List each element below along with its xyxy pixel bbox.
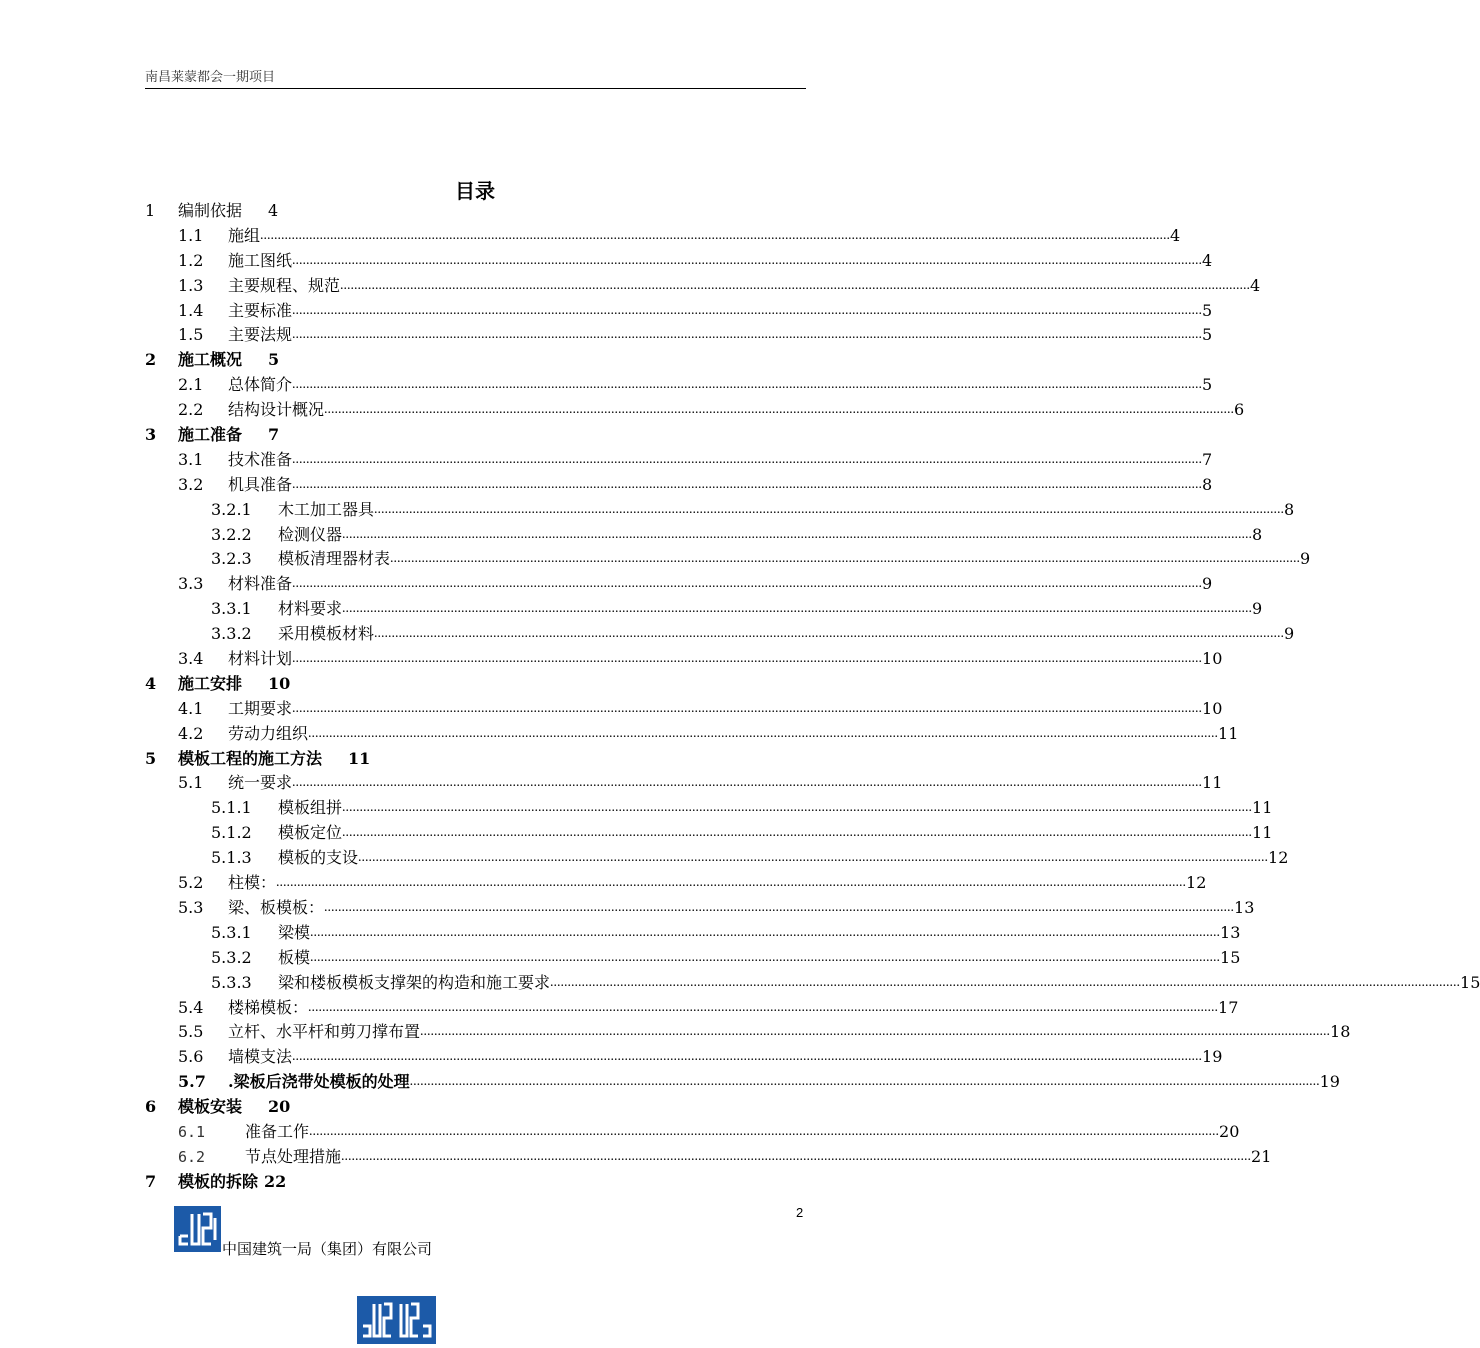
company-logo-large <box>357 1296 436 1344</box>
toc-entry-number: 3.4 <box>178 649 204 669</box>
toc-entry-number: 2.1 <box>178 375 204 395</box>
toc-entry-label: 主要标准 <box>228 300 293 320</box>
toc-entry-label: 施工安排 <box>178 673 243 693</box>
dot-leader: .................................................................................................................................................................................................................................................................... <box>342 800 1253 816</box>
dot-leader: .................................................................................................................................................................................................................................................................... <box>374 501 1285 517</box>
toc-entry-number: 4.2 <box>178 723 204 743</box>
toc-entry-page: 20 <box>268 1097 291 1117</box>
dot-leader: .................................................................................................................................................................................................................................................................... <box>390 551 1301 567</box>
dot-leader: .................................................................................................................................................................................................................................................................... <box>342 601 1253 617</box>
toc-entry-number: 3.2 <box>178 474 204 494</box>
toc-entry-text <box>228 274 1261 299</box>
toc-entry-text <box>228 1020 1351 1045</box>
toc-entry-number: 6.2 <box>178 1147 206 1166</box>
toc-entry-text <box>228 249 1213 274</box>
toc-entry-text <box>278 821 1273 846</box>
toc-entry[interactable] <box>145 996 1239 1021</box>
toc-entry-text <box>228 896 1255 921</box>
toc-entry-number: 5.5 <box>178 1022 204 1042</box>
toc-entry-page: 9 <box>1252 599 1263 619</box>
toc-entry-page: 10 <box>268 673 291 693</box>
dot-leader: .................................................................................................................................................................................................................................................................... <box>308 725 1219 741</box>
project-name: 南昌莱蒙都会一期项目 <box>145 70 276 85</box>
toc-entry-number: 5.3.3 <box>211 972 252 992</box>
toc-entry-number: 3.3.1 <box>211 599 252 619</box>
toc-entry-page: 22 <box>264 1171 287 1191</box>
toc-entry-number: 3.3.2 <box>211 624 252 644</box>
dot-leader: .................................................................................................................................................................................................................................................................... <box>342 526 1253 542</box>
toc-entry-page: 21 <box>1251 1146 1272 1166</box>
toc-entry-label: 材料准备 <box>228 574 293 594</box>
toc-entry[interactable] <box>145 1045 1223 1070</box>
dot-leader: .................................................................................................................................................................................................................................................................... <box>292 476 1203 492</box>
toc-entry-label: 材料计划 <box>228 649 293 669</box>
toc-entry[interactable] <box>145 597 1263 622</box>
toc-entry-label: 模板的支设 <box>278 848 359 868</box>
toc-entry[interactable] <box>145 448 1213 473</box>
toc-entry-number: 3.2.3 <box>211 549 252 569</box>
toc-entry-number: 3 <box>145 425 157 445</box>
toc-entry-label: 主要法规 <box>228 325 293 345</box>
toc-entry-label: 节点处理措施 <box>245 1146 342 1166</box>
toc-entry-page: 11 <box>1218 723 1239 743</box>
toc-entry-page: 13 <box>1234 897 1255 917</box>
toc-entry-label: 主要规程、规范 <box>228 275 341 295</box>
dot-leader: .................................................................................................................................................................................................................................................................... <box>309 1123 1220 1139</box>
toc-entry-text <box>278 846 1289 871</box>
toc-entry-page: 11 <box>348 748 371 768</box>
toc-entry[interactable] <box>145 796 1273 821</box>
table-of-contents <box>145 199 1480 1195</box>
dot-leader: .................................................................................................................................................................................................................................................................... <box>310 924 1221 940</box>
toc-entry[interactable] <box>145 224 1181 249</box>
toc-entry[interactable] <box>145 821 1273 846</box>
toc-entry[interactable] <box>145 1170 806 1195</box>
toc-entry[interactable] <box>145 1070 1340 1095</box>
toc-entry-label: 施工准备 <box>178 425 243 445</box>
toc-entry-page: 11 <box>1202 773 1223 793</box>
toc-entry[interactable] <box>145 697 1223 722</box>
dot-leader: .................................................................................................................................................................................................................................................................... <box>374 626 1285 642</box>
toc-entry-number: 1.3 <box>178 275 204 295</box>
toc-entry-number: 5.1.1 <box>211 798 252 818</box>
toc-entry-text <box>178 747 370 772</box>
dot-leader: .................................................................................................................................................................................................................................................................... <box>292 700 1203 716</box>
toc-entry[interactable] <box>145 348 806 373</box>
toc-entry[interactable] <box>145 249 1213 274</box>
toc-entry-number: 5.7 <box>178 1072 206 1092</box>
toc-entry[interactable] <box>145 747 806 772</box>
toc-entry[interactable] <box>145 299 1213 324</box>
toc-entry-number: 3.2.1 <box>211 499 252 519</box>
toc-entry-page: 7 <box>1202 449 1213 469</box>
toc-entry-text <box>245 1145 1272 1170</box>
toc-entry-page: 8 <box>1284 499 1295 519</box>
dot-leader: .................................................................................................................................................................................................................................................................... <box>341 1148 1252 1164</box>
toc-entry-number: 5.6 <box>178 1047 204 1067</box>
toc-entry-text <box>228 1070 1340 1095</box>
toc-entry-label: .梁板后浇带处模板的处理 <box>228 1072 410 1092</box>
toc-entry-page: 10 <box>1202 698 1223 718</box>
toc-entry[interactable] <box>145 1095 806 1120</box>
toc-entry-page: 5 <box>1202 325 1213 345</box>
toc-entry[interactable] <box>145 871 1207 896</box>
toc-entry-text <box>228 996 1239 1021</box>
toc-entry-number: 2.2 <box>178 400 204 420</box>
toc-entry-label: 工期要求 <box>228 698 293 718</box>
toc-entry-number: 4.1 <box>178 698 204 718</box>
toc-entry-page: 17 <box>1218 997 1239 1017</box>
toc-entry-text <box>228 572 1213 597</box>
cscec-logo-large-icon <box>357 1296 436 1344</box>
toc-entry-text <box>278 796 1273 821</box>
toc-entry-text <box>228 323 1213 348</box>
dot-leader: .................................................................................................................................................................................................................................................................... <box>292 252 1203 268</box>
toc-entry-label: 模板定位 <box>278 823 343 843</box>
toc-entry-label: 施工概况 <box>178 350 243 370</box>
toc-entry-page: 19 <box>1319 1072 1340 1092</box>
toc-entry-page: 6 <box>1234 400 1245 420</box>
toc-entry-page: 5 <box>1202 375 1213 395</box>
toc-entry-page: 4 <box>1250 275 1261 295</box>
dot-leader: .................................................................................................................................................................................................................................................................... <box>292 576 1203 592</box>
page-number: 2 <box>796 1205 804 1220</box>
toc-entry-number: 5.1 <box>178 773 204 793</box>
dot-leader: .................................................................................................................................................................................................................................................................... <box>358 850 1269 866</box>
toc-entry-label: 总体简介 <box>228 375 293 395</box>
toc-entry-label: 模板组拼 <box>278 798 343 818</box>
dot-leader: .................................................................................................................................................................................................................................................................... <box>292 377 1203 393</box>
toc-entry-label: 检测仪器 <box>278 524 343 544</box>
company-logo <box>174 1206 221 1252</box>
toc-entry-label: 施工图纸 <box>228 250 293 270</box>
toc-entry-label: 模板的拆除 <box>178 1171 259 1191</box>
toc-entry-page: 15 <box>1220 947 1241 967</box>
toc-entry-number: 3.2.2 <box>211 524 252 544</box>
toc-entry-text <box>278 946 1241 971</box>
toc-entry-page: 19 <box>1202 1047 1223 1067</box>
dot-leader: .................................................................................................................................................................................................................................................................... <box>310 949 1221 965</box>
toc-entry-text <box>278 622 1295 647</box>
toc-entry-number: 5 <box>145 748 157 768</box>
toc-entry-text <box>278 547 1311 572</box>
toc-entry-page: 7 <box>268 425 280 445</box>
toc-entry-page: 4 <box>1202 250 1213 270</box>
dot-leader: .................................................................................................................................................................................................................................................................... <box>324 899 1235 915</box>
toc-entry-number: 5.2 <box>178 873 204 893</box>
toc-entry-text <box>228 224 1181 249</box>
toc-entry-text <box>178 423 279 448</box>
dot-leader: .................................................................................................................................................................................................................................................................... <box>420 1024 1331 1040</box>
toc-entry-page: 10 <box>1202 649 1223 669</box>
cscec-logo-icon <box>174 1206 221 1252</box>
toc-entry-number: 1 <box>145 201 156 220</box>
toc-entry-number: 5.4 <box>178 997 204 1017</box>
dot-leader: .................................................................................................................................................................................................................................................................... <box>340 277 1251 293</box>
toc-entry[interactable] <box>145 547 1311 572</box>
toc-entry[interactable] <box>145 423 806 448</box>
toc-entry-page: 18 <box>1330 1022 1351 1042</box>
toc-entry-page: 8 <box>1202 474 1213 494</box>
toc-entry-label: 模板清理器材表 <box>278 549 391 569</box>
dot-leader: .................................................................................................................................................................................................................................................................... <box>292 302 1203 318</box>
toc-entry-text <box>228 373 1213 398</box>
toc-entry[interactable] <box>145 971 1480 996</box>
toc-entry-page: 12 <box>1186 873 1207 893</box>
toc-entry-label: 准备工作 <box>245 1121 310 1141</box>
toc-entry-text <box>228 299 1213 324</box>
toc-entry-page: 9 <box>1284 624 1295 644</box>
toc-entry-page: 12 <box>1268 848 1289 868</box>
toc-entry-text <box>228 871 1207 896</box>
toc-entry-label: 技术准备 <box>228 449 293 469</box>
toc-entry[interactable] <box>145 946 1241 971</box>
toc-entry[interactable] <box>145 622 1295 647</box>
toc-entry-number: 5.3.2 <box>211 947 252 967</box>
dot-leader: .................................................................................................................................................................................................................................................................... <box>324 402 1235 418</box>
toc-entry-text <box>278 971 1480 996</box>
toc-entry-label: 梁、板模板： <box>228 897 325 917</box>
toc-entry-text <box>178 199 278 224</box>
toc-entry-label: 模板工程的施工方法 <box>178 748 323 768</box>
toc-entry-label: 木工加工器具 <box>278 499 375 519</box>
toc-entry-text <box>228 771 1223 796</box>
toc-entry-label: 材料要求 <box>278 599 343 619</box>
dot-leader: .................................................................................................................................................................................................................................................................... <box>342 825 1253 841</box>
toc-entry-text <box>278 921 1241 946</box>
toc-entry-number: 1.1 <box>178 225 204 245</box>
toc-title: 目录 <box>455 179 495 203</box>
toc-entry-label: 劳动力组织 <box>228 723 309 743</box>
dot-leader: .................................................................................................................................................................................................................................................................... <box>292 327 1203 343</box>
toc-entry-label: 楼梯模板： <box>228 997 309 1017</box>
toc-entry-label: 结构设计概况 <box>228 400 325 420</box>
toc-entry-number: 3.1 <box>178 449 204 469</box>
dot-leader: .................................................................................................................................................................................................................................................................... <box>292 451 1203 467</box>
toc-entry-page: 9 <box>1300 549 1311 569</box>
toc-entry-page: 5 <box>268 350 280 370</box>
toc-entry-label: 施组 <box>228 225 261 245</box>
toc-entry-page: 11 <box>1252 823 1273 843</box>
toc-entry-text <box>178 348 279 373</box>
toc-entry-text <box>245 1120 1240 1145</box>
toc-entry[interactable] <box>145 771 1223 796</box>
toc-entry-text <box>278 498 1295 523</box>
toc-entry-page: 15 <box>1460 972 1480 992</box>
toc-entry-page: 4 <box>268 201 279 220</box>
toc-entry-text <box>228 697 1223 722</box>
toc-entry[interactable] <box>145 274 1261 299</box>
toc-entry-page: 11 <box>1252 798 1273 818</box>
toc-entry-text <box>278 597 1263 622</box>
toc-entry-label: 梁和楼板模板支撑架的构造和施工要求 <box>278 972 551 992</box>
toc-entry[interactable] <box>145 498 1295 523</box>
toc-entry[interactable] <box>145 398 1245 423</box>
toc-entry-label: 采用模板材料 <box>278 624 375 644</box>
toc-entry-text <box>178 1170 286 1195</box>
toc-entry-number: 5.1.3 <box>211 848 252 868</box>
toc-entry[interactable] <box>145 647 1223 672</box>
toc-entry[interactable] <box>145 672 806 697</box>
toc-entry-text <box>228 448 1213 473</box>
dot-leader: .................................................................................................................................................................................................................................................................... <box>260 227 1171 243</box>
toc-entry-number: 1.2 <box>178 250 204 270</box>
company-name: 中国建筑一局（集团）有限公司 <box>222 1240 433 1258</box>
toc-entry-label: 统一要求 <box>228 773 293 793</box>
toc-entry-text <box>178 672 290 697</box>
toc-entry-number: 6 <box>145 1097 157 1117</box>
dot-leader: .................................................................................................................................................................................................................................................................... <box>409 1074 1320 1090</box>
toc-entry[interactable] <box>145 199 806 224</box>
toc-entry-text <box>228 473 1213 498</box>
toc-entry-label: 机具准备 <box>228 474 293 494</box>
toc-entry[interactable] <box>145 373 1213 398</box>
toc-entry-page: 13 <box>1220 922 1241 942</box>
dot-leader: .................................................................................................................................................................................................................................................................... <box>276 875 1187 891</box>
toc-entry-page: 8 <box>1252 524 1263 544</box>
toc-entry-text <box>178 1095 290 1120</box>
toc-entry-text <box>278 523 1263 548</box>
toc-entry-number: 5.1.2 <box>211 823 252 843</box>
toc-entry-number: 7 <box>145 1171 157 1191</box>
toc-entry-number: 5.3.1 <box>211 922 252 942</box>
toc-entry-label: 编制依据 <box>178 201 243 220</box>
toc-entry-label: 柱模： <box>228 873 277 893</box>
toc-entry[interactable] <box>145 896 1255 921</box>
toc-entry-label: 梁模 <box>278 922 311 942</box>
toc-entry-label: 墙模支法 <box>228 1047 293 1067</box>
page-header <box>145 66 806 89</box>
toc-entry[interactable] <box>145 1145 1272 1170</box>
toc-entry-page: 4 <box>1170 225 1181 245</box>
dot-leader: .................................................................................................................................................................................................................................................................... <box>292 775 1203 791</box>
toc-entry-number: 4 <box>145 673 157 693</box>
toc-entry[interactable] <box>145 323 1213 348</box>
toc-entry-text <box>228 647 1223 672</box>
toc-entry[interactable] <box>145 523 1263 548</box>
toc-entry-number: 5.3 <box>178 897 204 917</box>
toc-entry[interactable] <box>145 572 1213 597</box>
dot-leader: .................................................................................................................................................................................................................................................................... <box>292 1049 1203 1065</box>
toc-entry-page: 5 <box>1202 300 1213 320</box>
toc-entry[interactable] <box>145 921 1241 946</box>
toc-entry[interactable] <box>145 1120 1240 1145</box>
toc-entry-text <box>228 722 1239 747</box>
toc-entry-number: 6.1 <box>178 1122 206 1141</box>
toc-entry-label: 模板安装 <box>178 1097 243 1117</box>
toc-entry-text <box>228 1045 1223 1070</box>
toc-entry-label: 板模 <box>278 947 311 967</box>
dot-leader: .................................................................................................................................................................................................................................................................... <box>292 651 1203 667</box>
dot-leader: .................................................................................................................................................................................................................................................................... <box>550 974 1461 990</box>
dot-leader: .................................................................................................................................................................................................................................................................... <box>308 999 1219 1015</box>
toc-entry-number: 1.5 <box>178 325 204 345</box>
toc-entry-number: 1.4 <box>178 300 204 320</box>
toc-entry-number: 3.3 <box>178 574 204 594</box>
toc-entry-text <box>228 398 1245 423</box>
toc-entry-page: 20 <box>1219 1121 1240 1141</box>
toc-entry[interactable] <box>145 846 1289 871</box>
toc-entry-page: 9 <box>1202 574 1213 594</box>
toc-entry-label: 立杆、水平杆和剪刀撑布置 <box>228 1022 421 1042</box>
toc-entry[interactable] <box>145 1020 1351 1045</box>
toc-entry[interactable] <box>145 722 1239 747</box>
toc-entry-number: 2 <box>145 350 157 370</box>
toc-entry[interactable] <box>145 473 1213 498</box>
